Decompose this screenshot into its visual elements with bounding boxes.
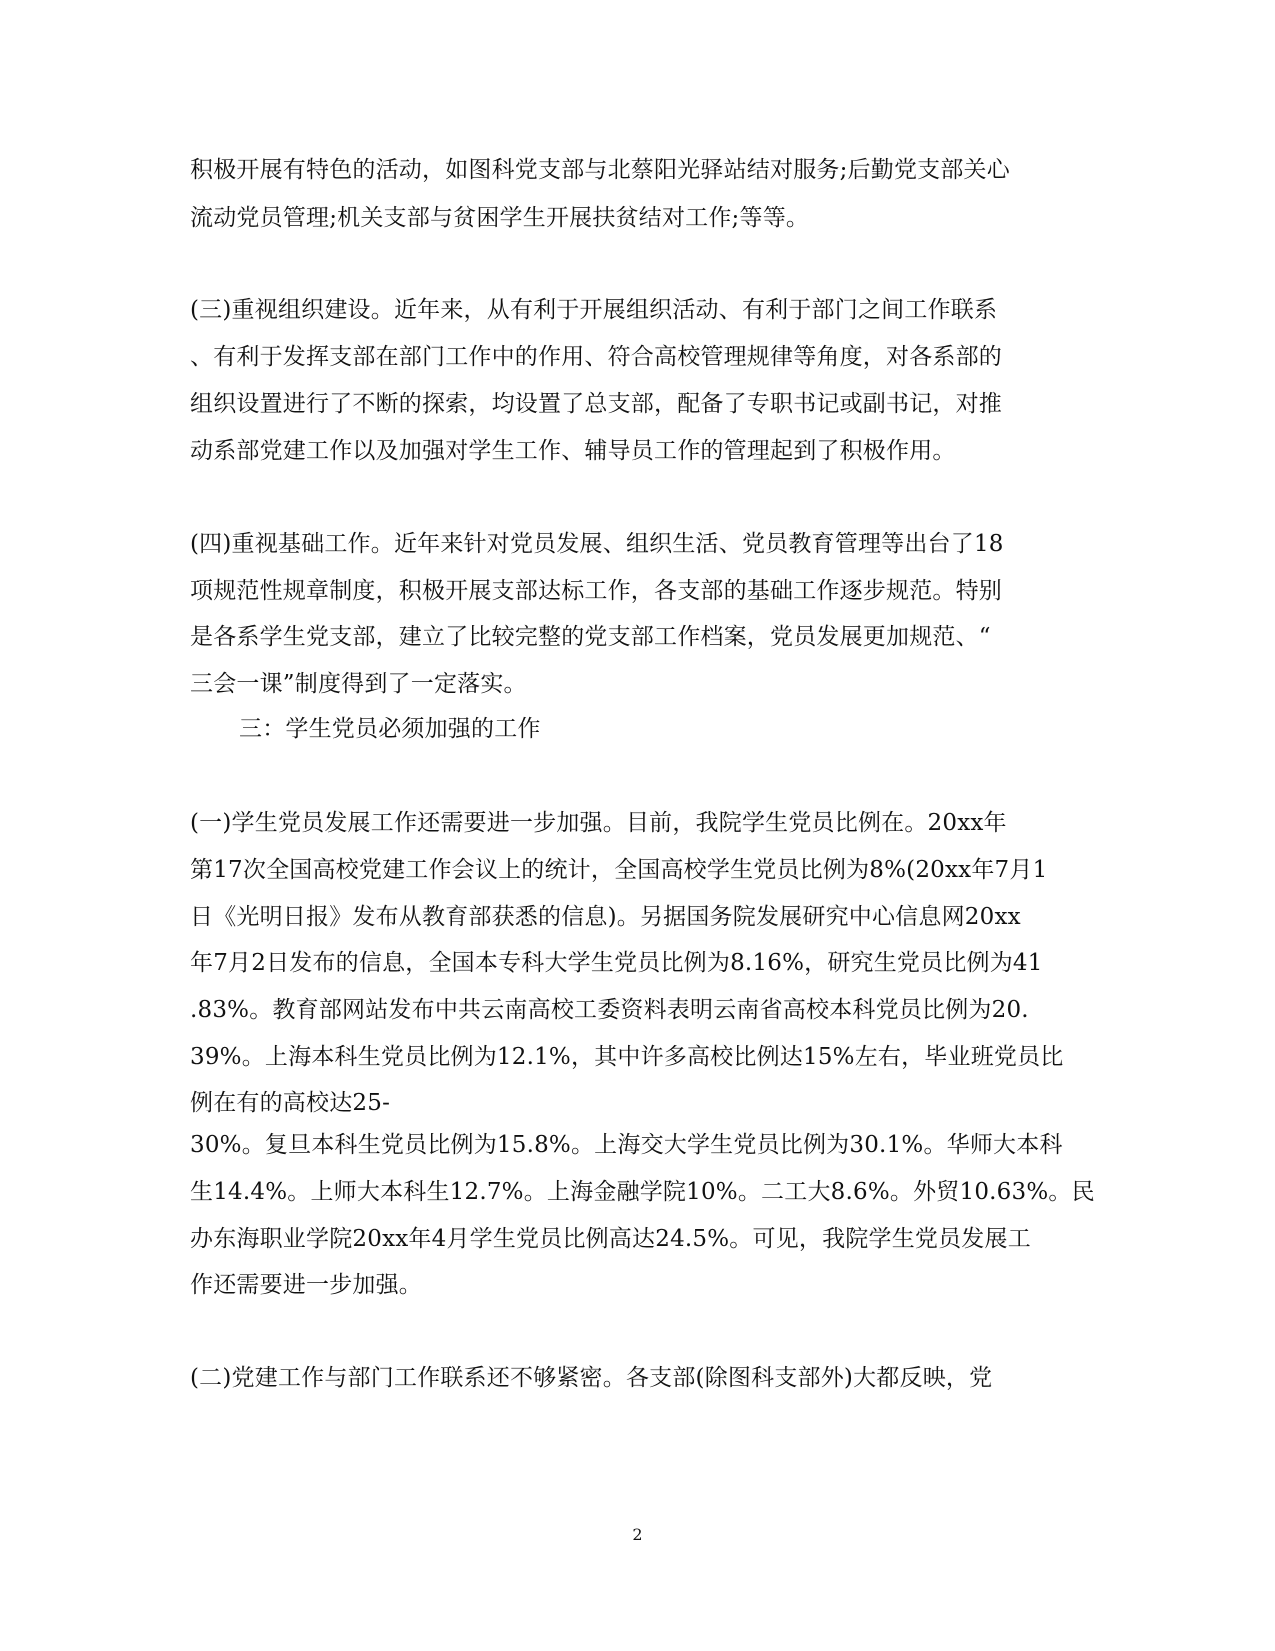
text-line: 、有利于发挥支部在部门工作中的作用、符合高校管理规律等角度，对各系部的 bbox=[190, 344, 1002, 370]
text-line: (四)重视基础工作。近年来针对党员发展、组织生活、党员教育管理等出台了18 bbox=[190, 531, 1004, 557]
text-line: .83%。教育部网站发布中共云南高校工委资料表明云南省高校本科党员比例为20. bbox=[190, 997, 1029, 1023]
text-line: 第17次全国高校党建工作会议上的统计，全国高校学生党员比例为8%(20xx年7月1 bbox=[190, 857, 1048, 883]
page-number: 2 bbox=[632, 1525, 643, 1544]
text-line: 39%。上海本科生党员比例为12.1%，其中许多高校比例达15%左右，毕业班党员比 bbox=[190, 1044, 1064, 1070]
section-heading: 三：学生党员必须加强的工作 bbox=[239, 716, 541, 742]
text-line: 组织设置进行了不断的探索，均设置了总支部，配备了专职书记或副书记，对推 bbox=[190, 391, 1002, 417]
text-line: (一)学生党员发展工作还需要进一步加强。目前，我院学生党员比例在。20xx年 bbox=[190, 810, 1007, 836]
text-line: 作还需要进一步加强。 bbox=[190, 1272, 422, 1298]
text-line: 例在有的高校达25- bbox=[190, 1090, 391, 1116]
text-line: 项规范性规章制度，积极开展支部达标工作，各支部的基础工作逐步规范。特别 bbox=[190, 578, 1002, 604]
text-line: 日《光明日报》发布从教育部获悉的信息)。另据国务院发展研究中心信息网20xx bbox=[190, 904, 1021, 930]
text-line: 30%。复旦本科生党员比例为15.8%。上海交大学生党员比例为30.1%。华师大本科 bbox=[190, 1132, 1063, 1158]
text-line: 三会一课”制度得到了一定落实。 bbox=[190, 671, 527, 697]
text-line: 动系部党建工作以及加强对学生工作、辅导员工作的管理起到了积极作用。 bbox=[190, 438, 956, 464]
text-line: 积极开展有特色的活动，如图科党支部与北蔡阳光驿站结对服务;后勤党支部关心 bbox=[190, 157, 1010, 183]
text-line: 生14.4%。上师大本科生12.7%。上海金融学院10%。二工大8.6%。外贸10.63%。民 bbox=[190, 1179, 1095, 1205]
text-line: 是各系学生党支部，建立了比较完整的党支部工作档案，党员发展更加规范、“ bbox=[190, 624, 991, 650]
text-line: (三)重视组织建设。近年来，从有利于开展组织活动、有利于部门之间工作联系 bbox=[190, 297, 998, 323]
text-line: 办东海职业学院20xx年4月学生党员比例高达24.5%。可见，我院学生党员发展工 bbox=[190, 1226, 1031, 1252]
text-line: 流动党员管理;机关支部与贫困学生开展扶贫结对工作;等等。 bbox=[190, 205, 810, 231]
text-line: 年7月2日发布的信息，全国本专科大学生党员比例为8.16%，研究生党员比例为41 bbox=[190, 950, 1043, 976]
text-line: (二)党建工作与部门工作联系还不够紧密。各支部(除图科支部外)大都反映，党 bbox=[190, 1365, 993, 1391]
